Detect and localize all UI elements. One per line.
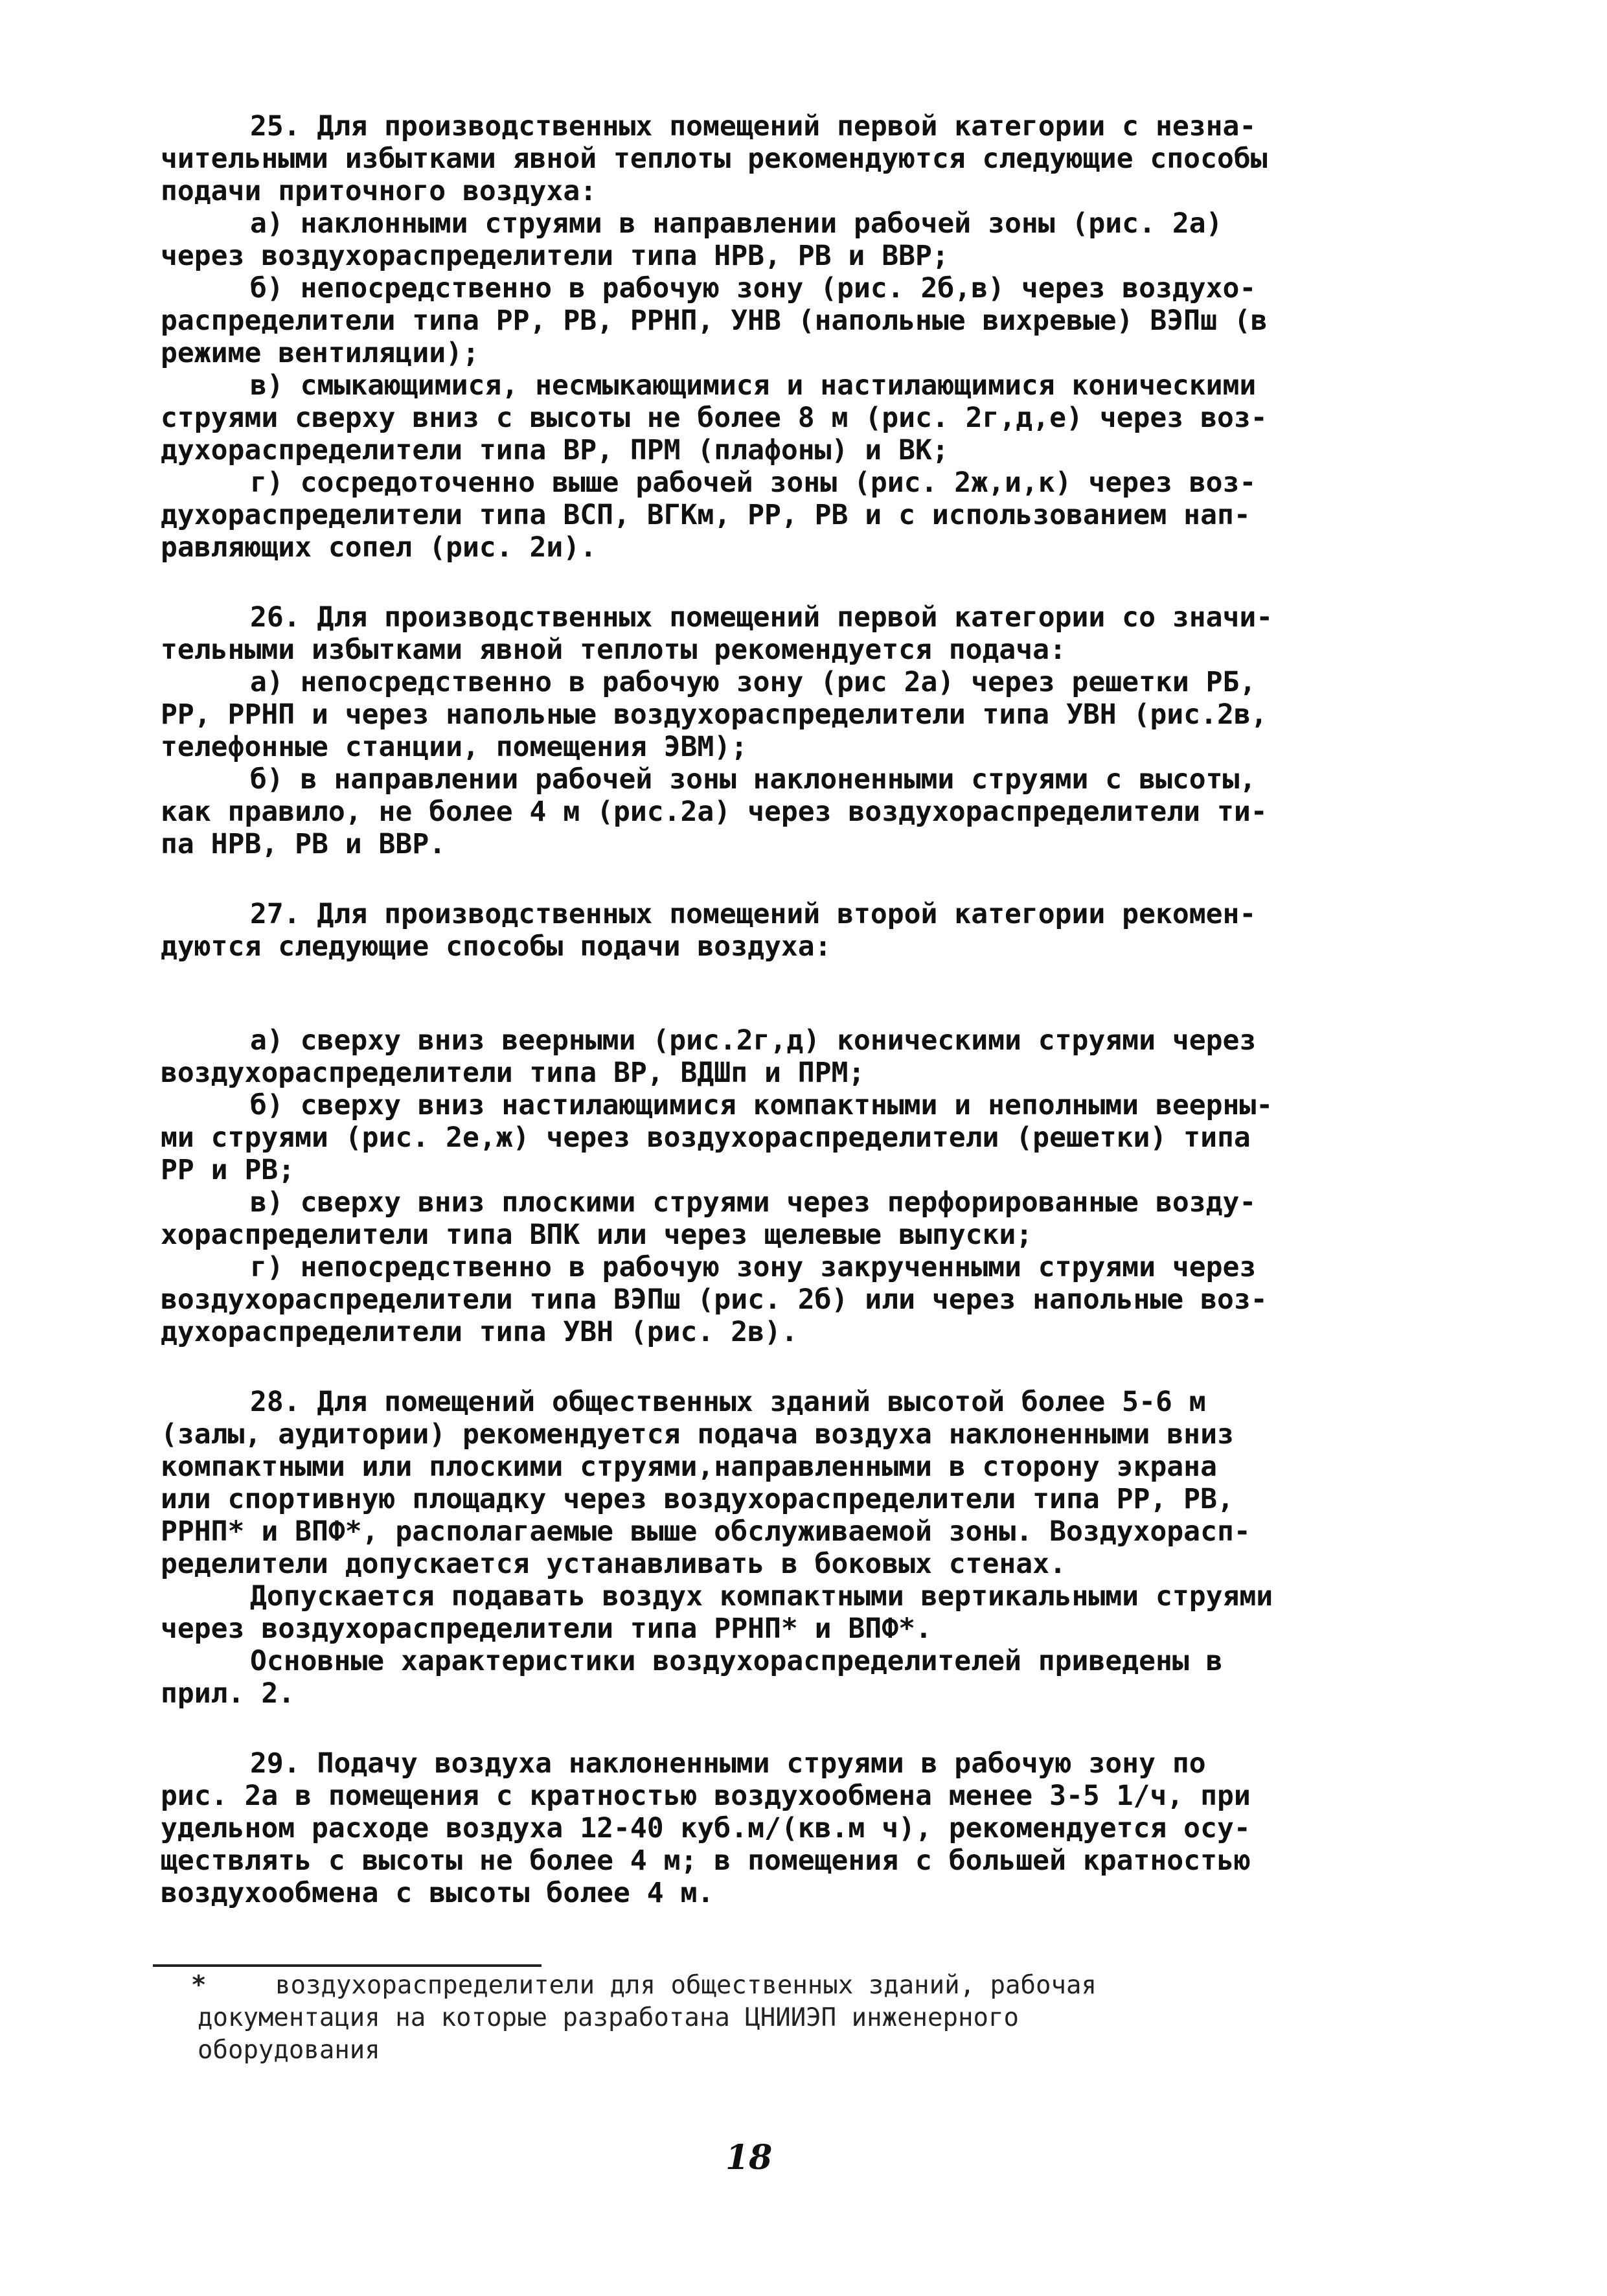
footnote: [191, 1969, 1428, 2067]
text-line: через воздухораспределители типа НРВ, РВ и ВВР;: [161, 240, 949, 272]
footnote-mark: *: [191, 1971, 207, 2000]
text-line: б) непосредственно в рабочую зону (рис. 2б,в) через воздухо-: [250, 272, 1257, 304]
text-line: в) смыкающимися, несмыкающимися и настилающимися коническими: [250, 369, 1257, 402]
text-line: 26. Для производственных помещений первой категории со значи-: [250, 601, 1273, 634]
paragraph-29: [161, 1747, 1446, 1909]
paragraph-28: [161, 1386, 1446, 1710]
text-line: РРНП* и ВПФ*, располагаемые выше обслуживаемой зоны. Воздухорасп-: [161, 1515, 1251, 1548]
text-line: воздухораспределители типа ВР, ВДШп и ПРМ;: [161, 1057, 865, 1089]
text-line: 27. Для производственных помещений второй категории рекомен-: [250, 898, 1257, 930]
text-line: г) непосредственно в рабочую зону закрученными струями через: [250, 1251, 1257, 1283]
text-line: как правило, не более 4 м (рис.2а) через воздухораспределители ти-: [161, 796, 1268, 828]
text-line: ределители допускается устанавливать в боковых стенах.: [161, 1548, 1066, 1580]
text-line: удельном расходе воздуха 12-40 куб.м/(кв.м ч), рекомендуется осу-: [161, 1812, 1251, 1844]
text-line: РР и РВ;: [161, 1154, 295, 1186]
text-line: г) сосредоточенно выше рабочей зоны (рис. 2ж,и,к) через воз-: [250, 466, 1257, 499]
text-line: струями сверху вниз с высоты не более 8 м (рис. 2г,д,е) через воз-: [161, 402, 1268, 434]
text-line: 25. Для производственных помещений первой категории с незна-: [250, 110, 1257, 143]
text-line: ществлять с высоты не более 4 м; в помещения с большей кратностью: [161, 1844, 1251, 1877]
text-line: Допускается подавать воздух компактными вертикальными струями: [250, 1580, 1273, 1613]
text-line: духораспределители типа ВСП, ВГКм, РР, РВ и с использованием нап-: [161, 499, 1251, 531]
text-line: равляющих сопел (рис. 2и).: [161, 531, 597, 564]
blank-space: [161, 963, 1446, 1024]
footnote-line: воздухораспределители для общественных зданий, рабочая: [275, 1971, 1097, 2000]
footnote-line: оборудования: [198, 2036, 380, 2065]
text-line: режиме вентиляции);: [161, 337, 479, 369]
text-line: хораспределители типа ВПК или через щелевые выпуски;: [161, 1219, 1033, 1251]
text-line: а) наклонными струями в направлении рабочей зоны (рис. 2а): [250, 207, 1223, 240]
paragraph-25: [161, 110, 1446, 564]
text-line: б) сверху вниз настилающимися компактными и неполными веерны-: [250, 1089, 1273, 1121]
text-line: рис. 2а в помещения с кратностью воздухообмена менее 3-5 1/ч, при: [161, 1780, 1251, 1812]
text-line: духораспределители типа ВР, ПРМ (плафоны) и ВК;: [161, 434, 949, 466]
text-line: через воздухораспределители типа РРНП* и ВПФ*.: [161, 1613, 932, 1645]
text-line: а) непосредственно в рабочую зону (рис 2а) через решетки РБ,: [250, 666, 1257, 698]
text-line: воздухораспределители типа ВЭПш (рис. 2б) или через напольные воз-: [161, 1283, 1268, 1316]
text-line: в) сверху вниз плоскими струями через перфорированные возду-: [250, 1186, 1257, 1219]
text-line: прил. 2.: [161, 1677, 295, 1710]
text-line: духораспределители типа УВН (рис. 2в).: [161, 1316, 798, 1348]
text-line: 29. Подачу воздуха наклоненными струями в рабочую зону по: [250, 1747, 1206, 1780]
text-line: Основные характеристики воздухораспределителей приведены в: [250, 1645, 1223, 1677]
paragraph-26: [161, 601, 1446, 860]
text-line: па НРВ, РВ и ВВР.: [161, 828, 446, 860]
text-line: РР, РРНП и через напольные воздухораспределители типа УВН (рис.2в,: [161, 698, 1268, 731]
text-line: компактными или плоскими струями,направленными в сторону экрана: [161, 1451, 1217, 1483]
text-line: 28. Для помещений общественных зданий высотой более 5-6 м: [250, 1386, 1206, 1418]
text-line: воздухообмена с высоты более 4 м.: [161, 1877, 714, 1909]
text-line: а) сверху вниз веерными (рис.2г,д) коническими струями через: [250, 1024, 1257, 1057]
text-line: тельными избытками явной теплоты рекомендуется подача:: [161, 634, 1066, 666]
text-line: дуются следующие способы подачи воздуха:: [161, 930, 832, 963]
text-line: телефонные станции, помещения ЭВМ);: [161, 731, 748, 763]
text-line: ми струями (рис. 2е,ж) через воздухораспределители (решетки) типа: [161, 1121, 1251, 1154]
text-line: б) в направлении рабочей зоны наклоненными струями с высоты,: [250, 763, 1257, 796]
paragraph-27: [161, 898, 1446, 1348]
text-line: распределители типа РР, РВ, РРНП, УНВ (напольные вихревые) ВЭПш (в: [161, 304, 1268, 337]
text-line: подачи приточного воздуха:: [161, 175, 597, 207]
body-text: [161, 110, 1446, 1947]
footnote-line: документация на которые разработана ЦНИИЭП инженерного: [198, 2003, 1019, 2032]
text-line: или спортивную площадку через воздухораспределители типа РР, РВ,: [161, 1483, 1234, 1515]
page-number: 18: [725, 2138, 773, 2177]
footnote-divider: [153, 1964, 541, 1967]
text-line: чительными избытками явной теплоты рекомендуются следующие способы: [161, 143, 1268, 175]
text-line: (залы, аудитории) рекомендуется подача воздуха наклоненными вниз: [161, 1418, 1234, 1451]
